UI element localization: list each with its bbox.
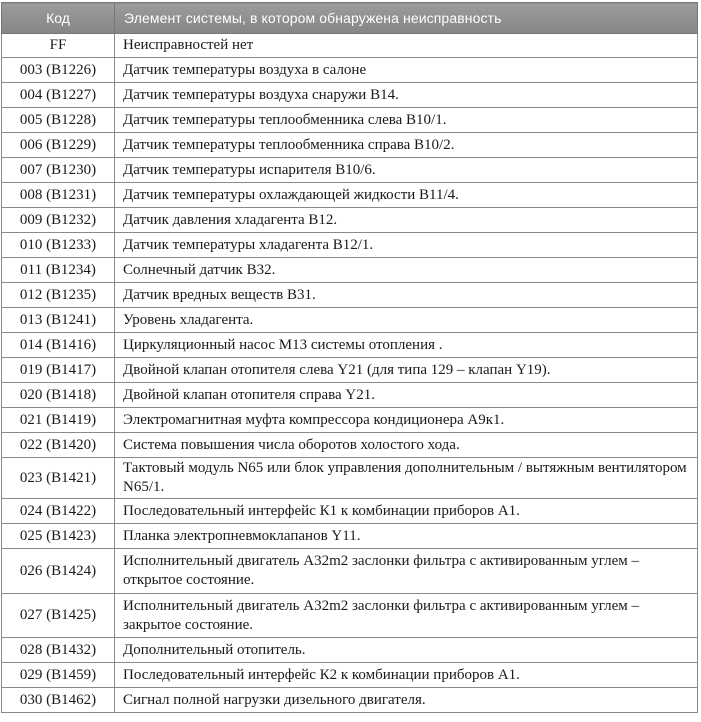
table-row (2, 258, 698, 283)
table-row (2, 688, 698, 713)
fault-description: Электромагнитная муфта компрессора кондиционера А9к1. (115, 408, 698, 433)
table-row (2, 83, 698, 108)
fault-code: 026 (B1424) (2, 549, 115, 594)
fault-description: Датчик температуры теплообменника слева В10/1. (115, 108, 698, 133)
fault-description: Датчик температуры охлаждающей жидкости В11/4. (115, 183, 698, 208)
fault-code: 006 (B1229) (2, 133, 115, 158)
table-row (2, 208, 698, 233)
fault-code: 022 (B1420) (2, 433, 115, 458)
header-element: Элемент системы, в котором обнаружена неисправность (115, 3, 698, 34)
table-row (2, 499, 698, 524)
fault-description: Датчик температуры хладагента В12/1. (115, 233, 698, 258)
table-row (2, 233, 698, 258)
table-row (2, 524, 698, 549)
header-code: Код (2, 3, 115, 34)
table-row (2, 108, 698, 133)
fault-code: 008 (B1231) (2, 183, 115, 208)
table-row (2, 408, 698, 433)
fault-code: 011 (B1234) (2, 258, 115, 283)
table-row (2, 549, 698, 594)
table-row (2, 158, 698, 183)
table-row (2, 358, 698, 383)
table-body (2, 34, 698, 713)
table-row (2, 383, 698, 408)
fault-code: 014 (B1416) (2, 333, 115, 358)
fault-codes-table (1, 2, 698, 713)
fault-code: 025 (B1423) (2, 524, 115, 549)
fault-description: Последовательный интерфейс К2 к комбинации приборов А1. (115, 663, 698, 688)
fault-description: Исполнительный двигатель А32m2 заслонки фильтра с активированным углем – закрытое состояние. (115, 594, 698, 638)
fault-code: 010 (B1233) (2, 233, 115, 258)
fault-description: Планка электропневмоклапанов Y11. (115, 524, 698, 549)
fault-description: Двойной клапан отопителя слева Y21 (для типа 129 – клапан Y19). (115, 358, 698, 383)
fault-description: Датчик давления хладагента В12. (115, 208, 698, 233)
fault-code: 020 (B1418) (2, 383, 115, 408)
fault-code: 024 (B1422) (2, 499, 115, 524)
table-row (2, 638, 698, 663)
fault-code: 007 (B1230) (2, 158, 115, 183)
fault-description: Датчик температуры теплообменника справа В10/2. (115, 133, 698, 158)
fault-code: 005 (B1228) (2, 108, 115, 133)
fault-description: Последовательный интерфейс К1 к комбинации приборов А1. (115, 499, 698, 524)
table-row (2, 34, 698, 58)
fault-description: Неисправностей нет (115, 34, 698, 58)
fault-code: 003 (B1226) (2, 58, 115, 83)
table-row (2, 333, 698, 358)
table-row (2, 58, 698, 83)
fault-description: Тактовый модуль N65 или блок управления дополнительным / вытяжным вентилятором N65/1. (115, 458, 698, 499)
fault-code: 030 (B1462) (2, 688, 115, 713)
table-row (2, 458, 698, 499)
fault-description: Система повышения числа оборотов холостого хода. (115, 433, 698, 458)
fault-description: Датчик температуры испарителя В10/6. (115, 158, 698, 183)
fault-description: Исполнительный двигатель А32m2 заслонки фильтра с активированным углем – открытое состояние. (115, 549, 698, 594)
fault-description: Дополнительный отопитель. (115, 638, 698, 663)
fault-code: FF (2, 34, 115, 58)
fault-code: 028 (B1432) (2, 638, 115, 663)
fault-description: Датчик температуры воздуха снаружи В14. (115, 83, 698, 108)
fault-code: 013 (B1241) (2, 308, 115, 333)
fault-code: 012 (B1235) (2, 283, 115, 308)
fault-description: Циркуляционный насос М13 системы отопления . (115, 333, 698, 358)
fault-description: Сигнал полной нагрузки дизельного двигателя. (115, 688, 698, 713)
table-header (2, 3, 698, 34)
fault-code: 019 (B1417) (2, 358, 115, 383)
fault-code: 009 (B1232) (2, 208, 115, 233)
header-row (2, 3, 698, 34)
fault-description: Солнечный датчик В32. (115, 258, 698, 283)
fault-code: 004 (B1227) (2, 83, 115, 108)
fault-code: 029 (B1459) (2, 663, 115, 688)
fault-code: 021 (B1419) (2, 408, 115, 433)
table-row (2, 594, 698, 638)
table-row (2, 433, 698, 458)
fault-description: Уровень хладагента. (115, 308, 698, 333)
table-row (2, 283, 698, 308)
table-row (2, 183, 698, 208)
fault-code: 023 (B1421) (2, 458, 115, 499)
table-row (2, 133, 698, 158)
fault-code: 027 (B1425) (2, 594, 115, 638)
fault-description: Датчик температуры воздуха в салоне (115, 58, 698, 83)
table-row (2, 663, 698, 688)
fault-description: Датчик вредных веществ В31. (115, 283, 698, 308)
fault-description: Двойной клапан отопителя справа Y21. (115, 383, 698, 408)
table-row (2, 308, 698, 333)
